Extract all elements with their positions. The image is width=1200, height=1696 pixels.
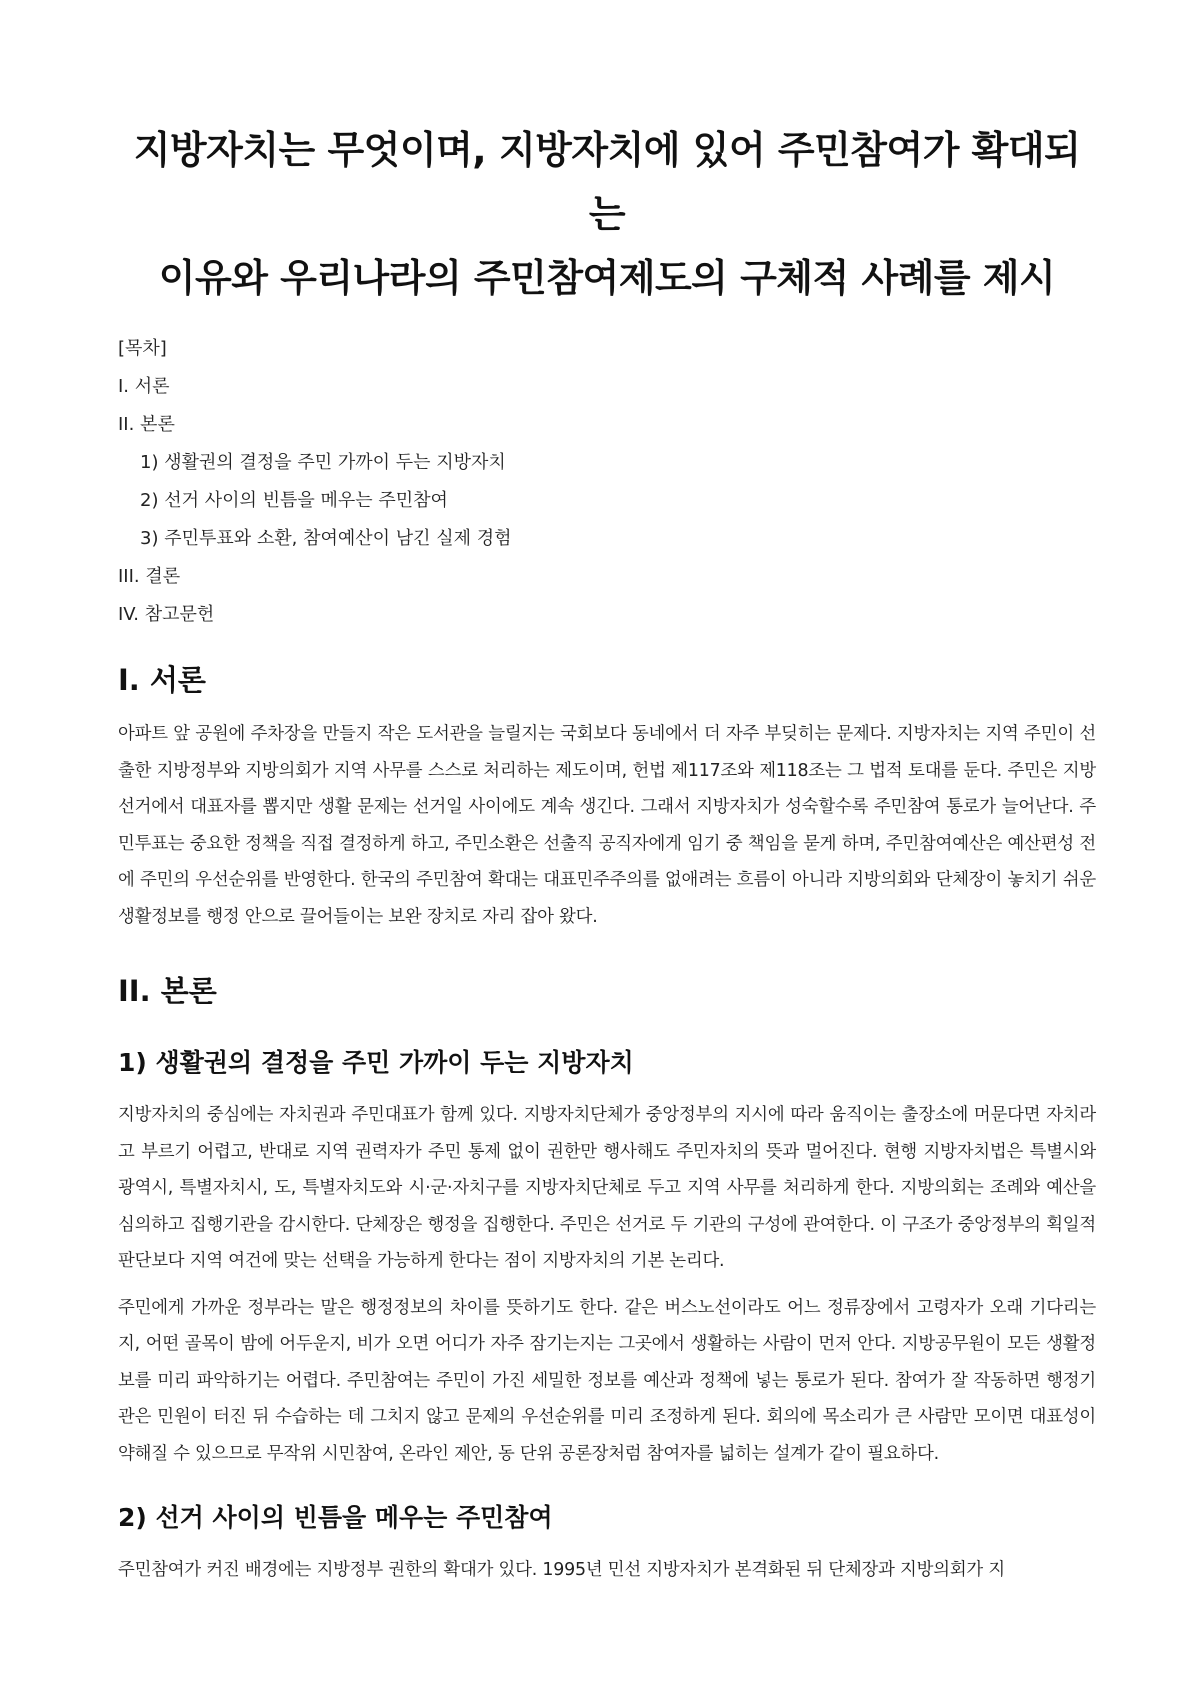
document-title-line-2: 이유와 우리나라의 주민참여제도의 구체적 사례를 제시	[158, 256, 1056, 300]
toc-item: I. 서론	[118, 376, 170, 397]
toc-item: II. 본론	[118, 414, 175, 435]
toc-item: 2) 선거 사이의 빈틈을 메우는 주민참여	[140, 490, 448, 511]
subsection-heading-1: 1) 생활권의 결정을 주민 가까이 두는 지방자치	[118, 1048, 634, 1077]
subsection-heading-2: 2) 선거 사이의 빈틈을 메우는 주민참여	[118, 1503, 553, 1532]
toc-item: IV. 참고문헌	[118, 604, 215, 625]
document-title-line-1: 지방자치는 무엇이며, 지방자치에 있어 주민참여가 확대되는	[133, 128, 1081, 236]
document-title	[118, 118, 1096, 310]
toc-item: 1) 생활권의 결정을 주민 가까이 두는 지방자치	[140, 452, 506, 473]
toc-item: III. 결론	[118, 566, 181, 587]
table-of-contents	[118, 330, 1096, 634]
subsection-1-paragraph-1: 지방자치의 중심에는 자치권과 주민대표가 함께 있다. 지방자치단체가 중앙정부의 지시에 따라 움직이는 출장소에 머문다면 자치라고 부르기 어렵고, 반대로 지역 권력자가 주민 통제 없이 권한만 행사해도 주민자치의 뜻과 멀어진다. 현행 지방자치법은 특별시와 광역시, 특별자치시, 도, 특별자치도와 시·군·자치구를 지방자치단체로 두고 지역 사무를 처리하게 한다. 지방의회는 조례와 예산을 심의하고 집행기관을 감시한다. 단체장은 행정을 집행한다. 주민은 선거로 두 기관의 구성에 관여한다. 이 구조가 중앙정부의 획일적 판단보다 지역 여건에 맞는 선택을 가능하게 한다는 점이 지방자치의 기본 논리다.	[118, 1105, 1096, 1271]
toc-heading: [목차]	[118, 338, 167, 359]
section-heading-intro: I. 서론	[118, 663, 206, 697]
intro-paragraph: 아파트 앞 공원에 주차장을 만들지 작은 도서관을 늘릴지는 국회보다 동네에서 더 자주 부딪히는 문제다. 지방자치는 지역 주민이 선출한 지방정부와 지방의회가 지역 사무를 스스로 처리하는 제도이며, 헌법 제117조와 제118조는 그 법적 토대를 둔다. 주민은 지방선거에서 대표자를 뽑지만 생활 문제는 선거일 사이에도 계속 생긴다. 그래서 지방자치가 성숙할수록 주민참여 통로가 늘어난다. 주민투표는 중요한 정책을 직접 결정하게 하고, 주민소환은 선출직 공직자에게 임기 중 책임을 묻게 하며, 주민참여예산은 예산편성 전에 주민의 우선순위를 반영한다. 한국의 주민참여 확대는 대표민주주의를 없애려는 흐름이 아니라 지방의회와 단체장이 놓치기 쉬운 생활정보를 행정 안으로 끌어들이는 보완 장치로 자리 잡아 왔다.	[118, 724, 1096, 927]
section-heading-body: II. 본론	[118, 974, 217, 1008]
subsection-1-paragraph-2: 주민에게 가까운 정부라는 말은 행정정보의 차이를 뜻하기도 한다. 같은 버스노선이라도 어느 정류장에서 고령자가 오래 기다리는지, 어떤 골목이 밤에 어두운지, 비가 오면 어디가 자주 잠기는지는 그곳에서 생활하는 사람이 먼저 안다. 지방공무원이 모든 생활정보를 미리 파악하기는 어렵다. 주민참여는 주민이 가진 세밀한 정보를 예산과 정책에 넣는 통로가 된다. 참여가 잘 작동하면 행정기관은 민원이 터진 뒤 수습하는 데 그치지 않고 문제의 우선순위를 미리 조정하게 된다. 회의에 목소리가 큰 사람만 모이면 대표성이 약해질 수 있으므로 무작위 시민참여, 온라인 제안, 동 단위 공론장처럼 참여자를 넓히는 설계가 같이 필요하다.	[118, 1297, 1096, 1464]
toc-item: 3) 주민투표와 소환, 참여예산이 남긴 실제 경험	[140, 528, 512, 549]
subsection-2-paragraph-1: 주민참여가 커진 배경에는 지방정부 권한의 확대가 있다. 1995년 민선 지방자치가 본격화된 뒤 단체장과 지방의회가 지	[118, 1560, 1005, 1580]
